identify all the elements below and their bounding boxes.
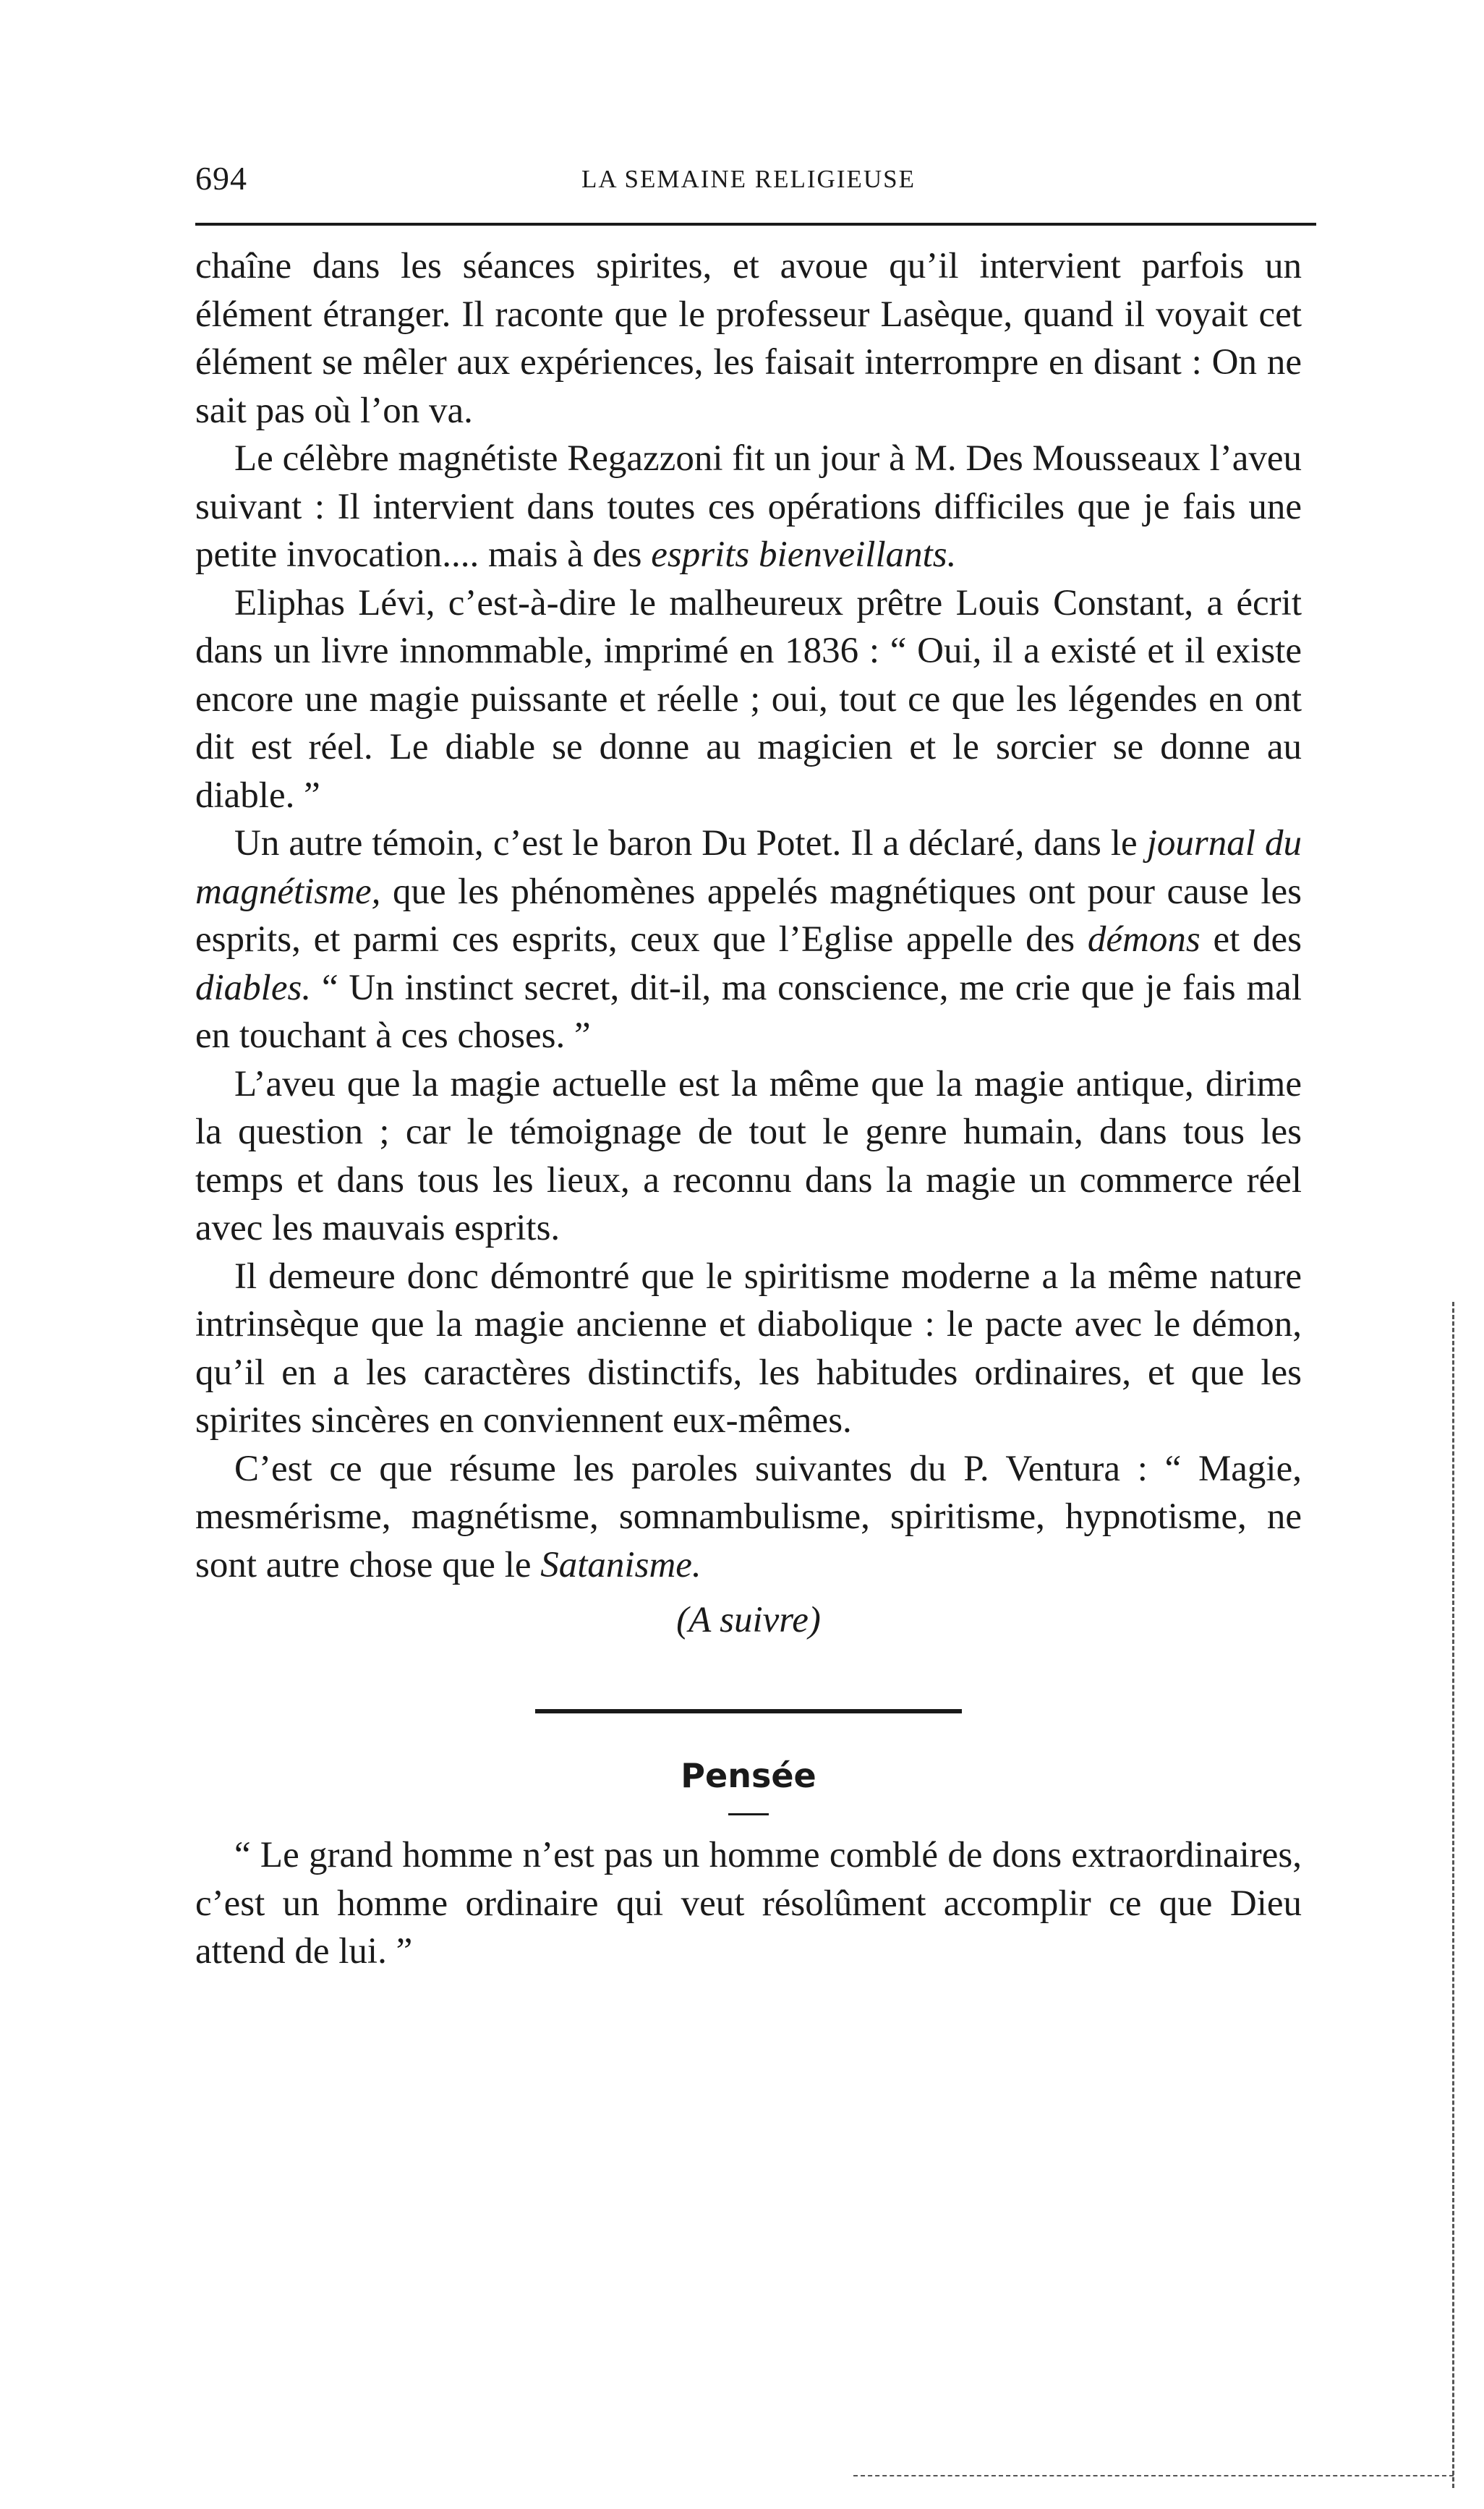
article-body bbox=[195, 242, 1302, 1976]
paragraph-1-text: chaîne dans les séances spirites, et avoue qu’il intervient parfois un élément étranger. Il raconte que le professeur Lasèque, quand il voyait cet élément se mêler aux expériences, les faisait interrompre en disant : On ne sait pas où l’on va. bbox=[195, 246, 1302, 431]
running-title: LA SEMAINE RELIGIEUSE bbox=[581, 165, 916, 193]
paragraph-6 bbox=[195, 1253, 1302, 1445]
paragraph-2-text: Le célèbre magnétiste Regazzoni fit un jour à M. Des Mousseaux l’aveu suivant : Il intervient dans toutes ces opérations difficiles que je fais une petite invocation.... mais à des bbox=[195, 438, 1302, 575]
paragraph-4-text: Un autre témoin, c’est le baron Du Potet. Il a déclaré, dans le bbox=[234, 823, 1138, 864]
document-page bbox=[195, 145, 1302, 1972]
paragraph-5-text: L’aveu que la magie actuelle est la même que la magie antique, dirime la question ; car le témoignage de tout le genre humain, dans tous les temps et dans tous les lieux, a reconnu dans la magie un commerce réel avec les mauvais esprits. bbox=[195, 1063, 1302, 1248]
to-be-continued: (A suivre) bbox=[676, 1600, 821, 1640]
italic-satanisme: Satanisme. bbox=[540, 1544, 702, 1585]
paragraph-7 bbox=[195, 1445, 1302, 1590]
scan-margin-edge bbox=[1452, 1302, 1454, 2488]
italic-demons: démons bbox=[1087, 919, 1201, 960]
paragraph-6-text: Il demeure donc démontré que le spiritisme moderne a la même nature intrinsèque que la magie ancienne et diabolique : le pacte avec le démon, qu’il en a les caractères distinctifs, les habitudes ordinaires, et que les spirites sincères en conviennent eux-mêmes. bbox=[195, 1256, 1302, 1441]
paragraph-4-part1: que les phénomènes appelés magnétiques ont pour cause les esprits, et parmi ces esprits, ceux que l’Eglise appelle des bbox=[195, 871, 1302, 960]
paragraph-3-text: Eliphas Lévi, c’est-à-dire le malheureux prêtre Louis Constant, a écrit dans un livre innommable, imprimé en 1836 : “ Oui, il a existé et il existe encore une magie puissante et réelle ; oui, tout ce que les légendes en ont dit est réel. Le diable se donne au magicien et le sorcier se donne au diable. ” bbox=[195, 582, 1302, 816]
paragraph-4-part3: “ Un instinct secret, dit-il, ma conscience, me crie que je fais mal en touchant à ces choses. ” bbox=[195, 967, 1302, 1056]
header-rule bbox=[195, 223, 1316, 226]
section-divider-rule bbox=[535, 1709, 962, 1713]
paragraph-4-part2: et des bbox=[1200, 919, 1302, 960]
italic-diables: diables. bbox=[195, 967, 312, 1008]
title-dash bbox=[728, 1813, 769, 1815]
page-number: 694 bbox=[195, 160, 247, 197]
paragraph-3 bbox=[195, 579, 1302, 820]
paragraph-1 bbox=[195, 242, 1302, 435]
page-header bbox=[195, 145, 1302, 195]
paragraph-4 bbox=[195, 819, 1302, 1060]
scan-bottom-edge bbox=[853, 2475, 1454, 2476]
paragraph-7-text: C’est ce que résume les paroles suivantes du P. Ventura : “ Magie, mesmérisme, magnétisme, somnambulisme, spiritisme, hypnotisme, ne sont autre chose que le bbox=[195, 1448, 1302, 1585]
paragraph-5 bbox=[195, 1060, 1302, 1253]
section-title: Pensée bbox=[681, 1756, 816, 1795]
thought-quote bbox=[195, 1831, 1302, 1976]
thought-text: “ Le grand homme n’est pas un homme comblé de dons extraordinaires, c’est un homme ordinaire qui veut résolûment accomplir ce que Dieu attend de lui. ” bbox=[195, 1835, 1302, 1972]
paragraph-2 bbox=[195, 435, 1302, 579]
italic-journal-title: journal du magnétisme, bbox=[195, 823, 1302, 912]
italic-esprits-bienveillants: esprits bienveillants. bbox=[651, 534, 957, 575]
